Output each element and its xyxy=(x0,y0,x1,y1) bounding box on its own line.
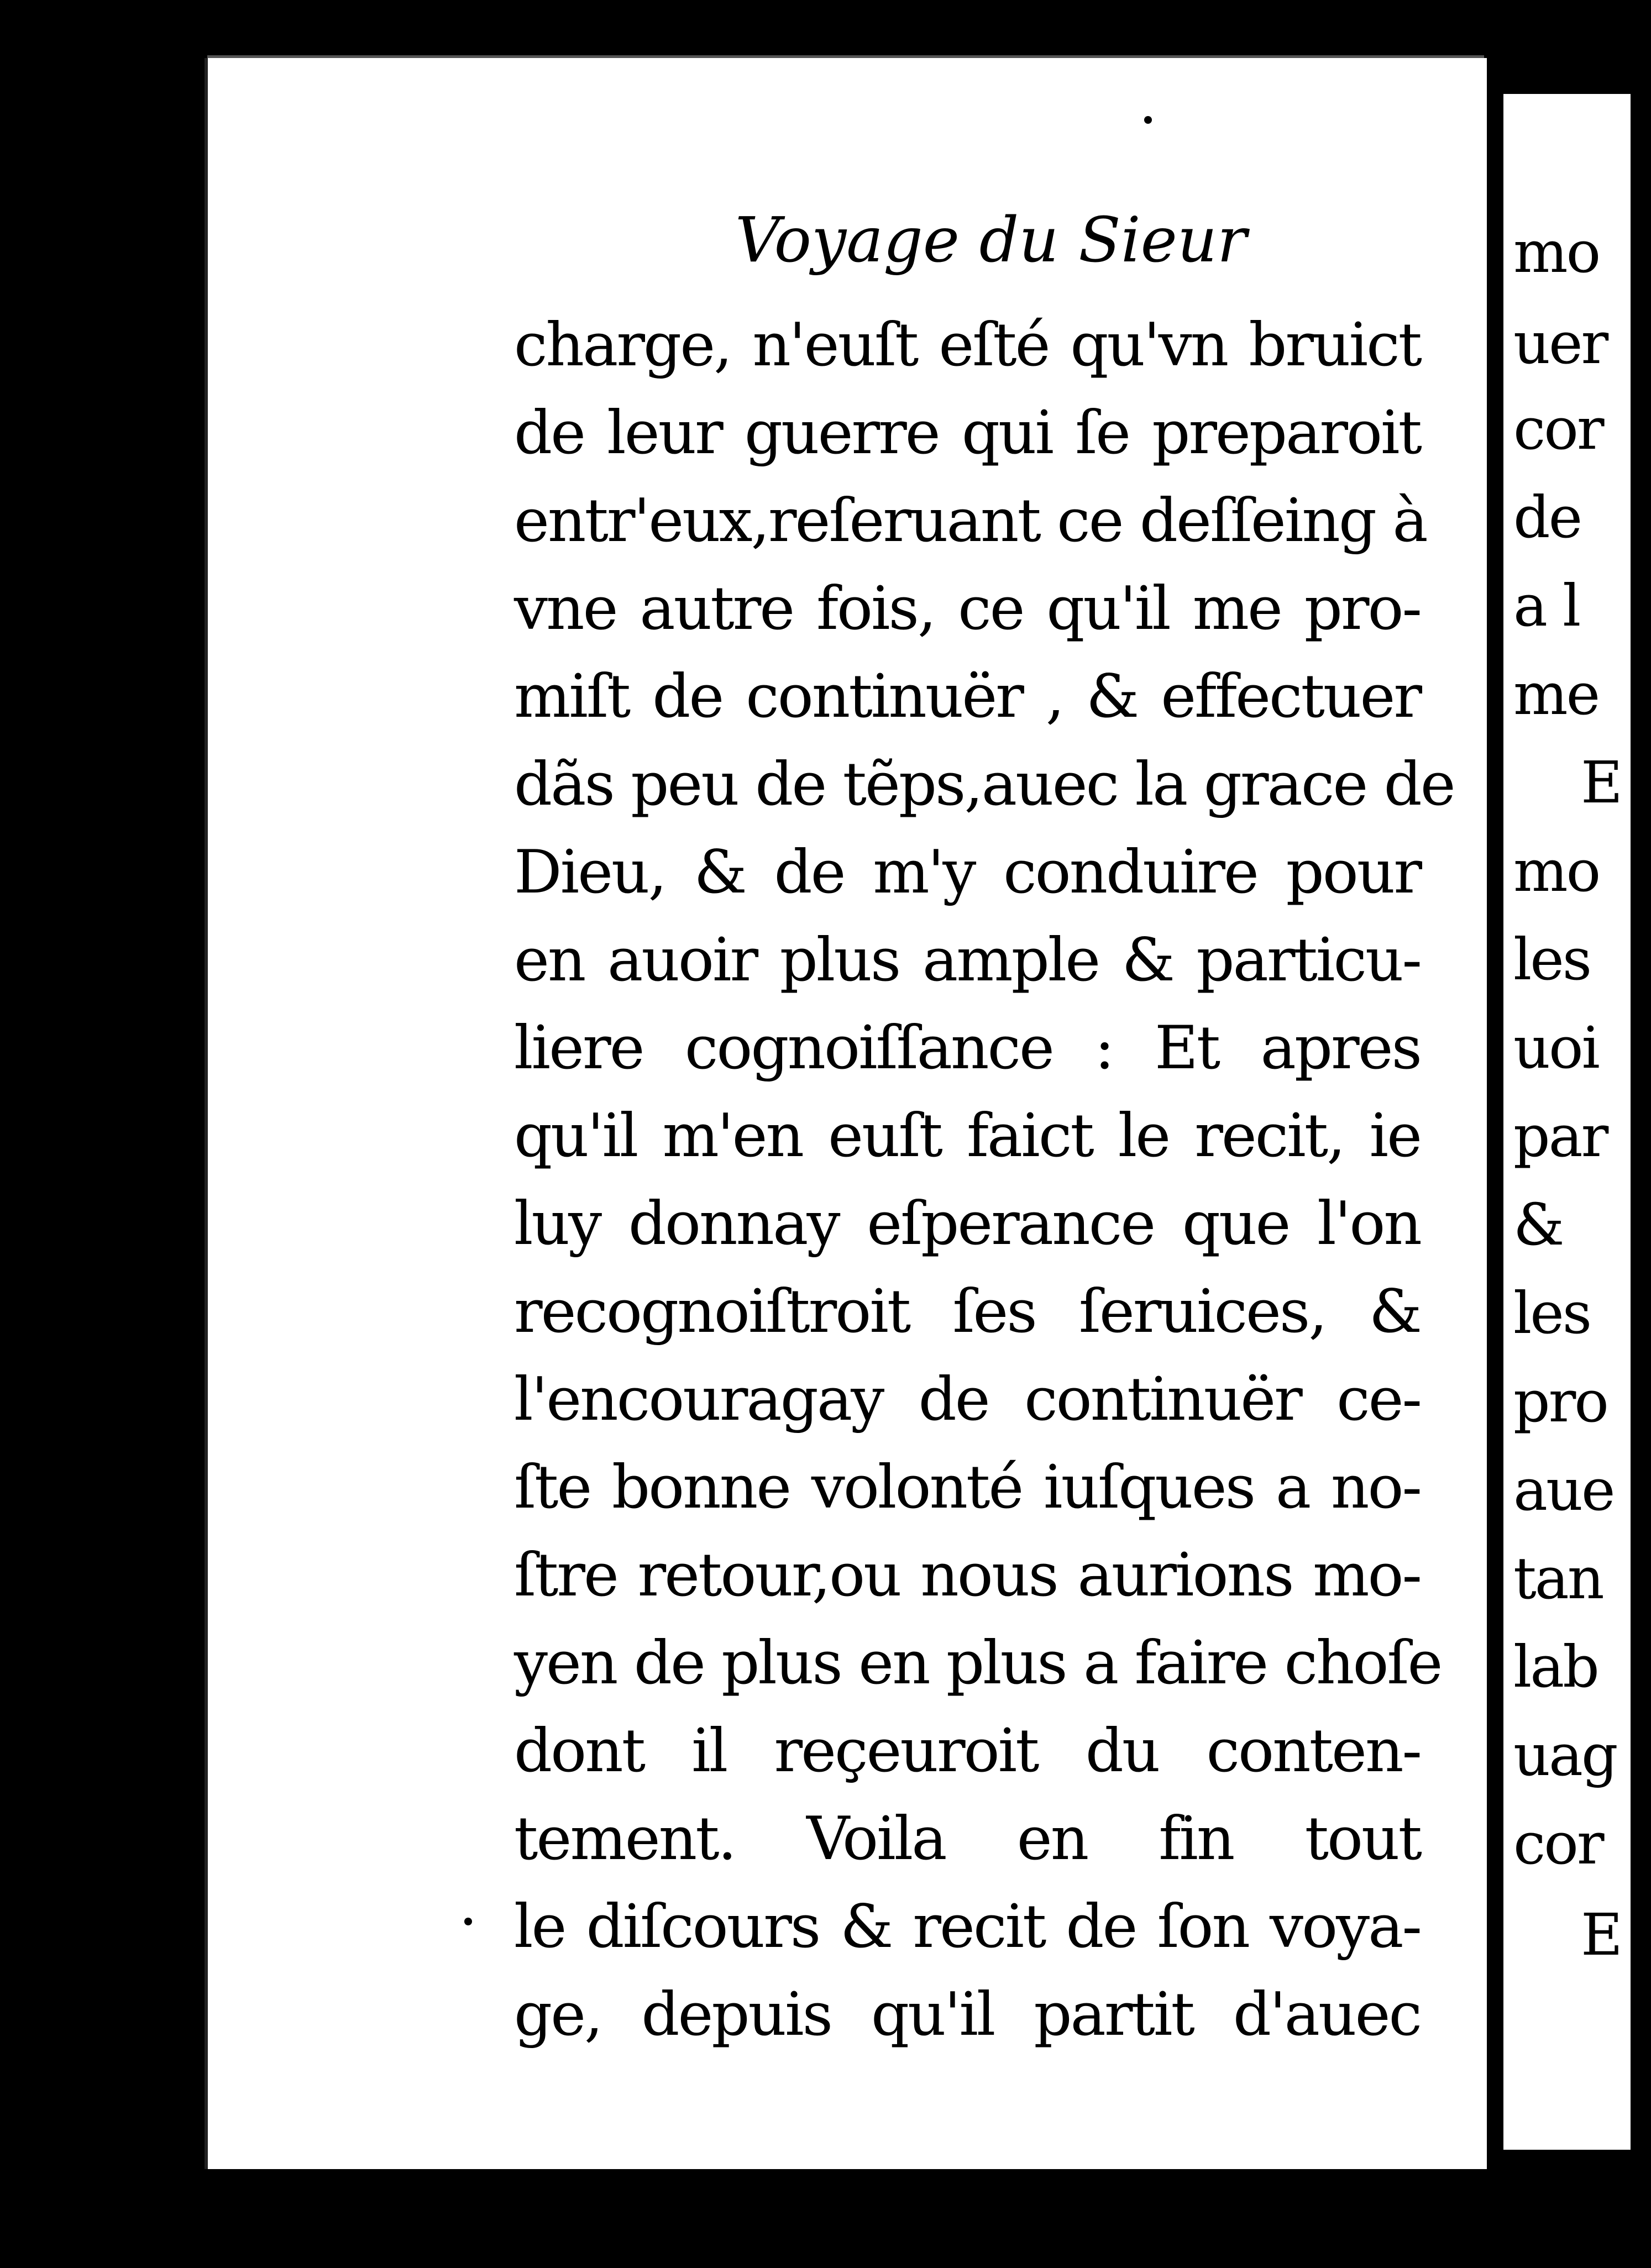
text-line: Dieu, & de m'y conduire pour xyxy=(514,838,1421,907)
facing-line: cor xyxy=(1513,395,1603,463)
text-line: en auoir plus ample & particu- xyxy=(514,926,1421,995)
facing-line: E xyxy=(1581,1901,1621,1968)
facing-line: par xyxy=(1513,1102,1607,1170)
text-line: charge, n'euſt eſté qu'vn bruict xyxy=(514,311,1421,380)
facing-line: tan xyxy=(1513,1545,1603,1612)
facing-line: les xyxy=(1513,926,1591,993)
facing-line: me xyxy=(1513,660,1599,728)
text-line: dont il reçeuroit du conten- xyxy=(514,1716,1421,1786)
facing-line: E xyxy=(1581,749,1621,816)
facing-line: uag xyxy=(1513,1721,1617,1789)
facing-line: mo xyxy=(1513,837,1600,905)
text-line: l'encouragay de continuër ce- xyxy=(514,1365,1421,1434)
text-line: de leur guerre qui ſe preparoit xyxy=(514,398,1421,468)
facing-line: lab xyxy=(1513,1633,1598,1700)
facing-line: mo xyxy=(1513,218,1600,286)
text-line: ſtre retour,ou nous aurions mo- xyxy=(514,1541,1421,1610)
facing-line: uer xyxy=(1513,309,1607,377)
text-line: tement. Voila en fin tout xyxy=(514,1804,1421,1873)
facing-line: & xyxy=(1513,1191,1563,1258)
text-line: luy donnay eſperance que l'on xyxy=(514,1189,1421,1258)
book-binding-shadow xyxy=(0,0,205,2268)
text-line: yen de plus en plus a faire choſe xyxy=(514,1629,1442,1698)
text-line: ge, depuis qu'il partit d'auec xyxy=(514,1980,1421,2049)
text-line: ſte bonne volonté iuſques a no- xyxy=(514,1453,1421,1522)
main-text-block xyxy=(514,301,1454,2059)
facing-line: pro xyxy=(1513,1368,1607,1435)
facing-line: uoi xyxy=(1513,1014,1598,1082)
facing-line: a l xyxy=(1513,572,1580,639)
running-head: Voyage du Sieur xyxy=(735,204,1247,276)
text-line: miſt de continuër , & effectuer xyxy=(514,662,1421,731)
text-line: dãs peu de tẽps,auec la grace de xyxy=(514,750,1454,819)
text-line: vne autre fois, ce qu'il me pro- xyxy=(514,574,1421,643)
scan-speck xyxy=(1144,116,1152,124)
scan-speck xyxy=(464,1918,472,1925)
text-line: recognoiſtroit ſes ſeruices, & xyxy=(514,1277,1421,1346)
facing-line: de xyxy=(1513,484,1581,551)
page-gutter xyxy=(1487,0,1503,2268)
text-line: liere cognoiſſance : Et apres xyxy=(514,1014,1421,1083)
facing-line: les xyxy=(1513,1279,1591,1347)
text-line: entr'eux,reſeruant ce deſſeing à xyxy=(514,486,1427,555)
facing-line: aue xyxy=(1513,1456,1614,1524)
facing-page-fragment xyxy=(1503,94,1631,2150)
text-line: le diſcours & recit de ſon voya- xyxy=(514,1892,1421,1961)
facing-line: cor xyxy=(1513,1810,1603,1877)
text-line: qu'il m'en euſt faict le recit, ie xyxy=(514,1101,1421,1170)
right-scan-border xyxy=(1631,0,1651,2268)
